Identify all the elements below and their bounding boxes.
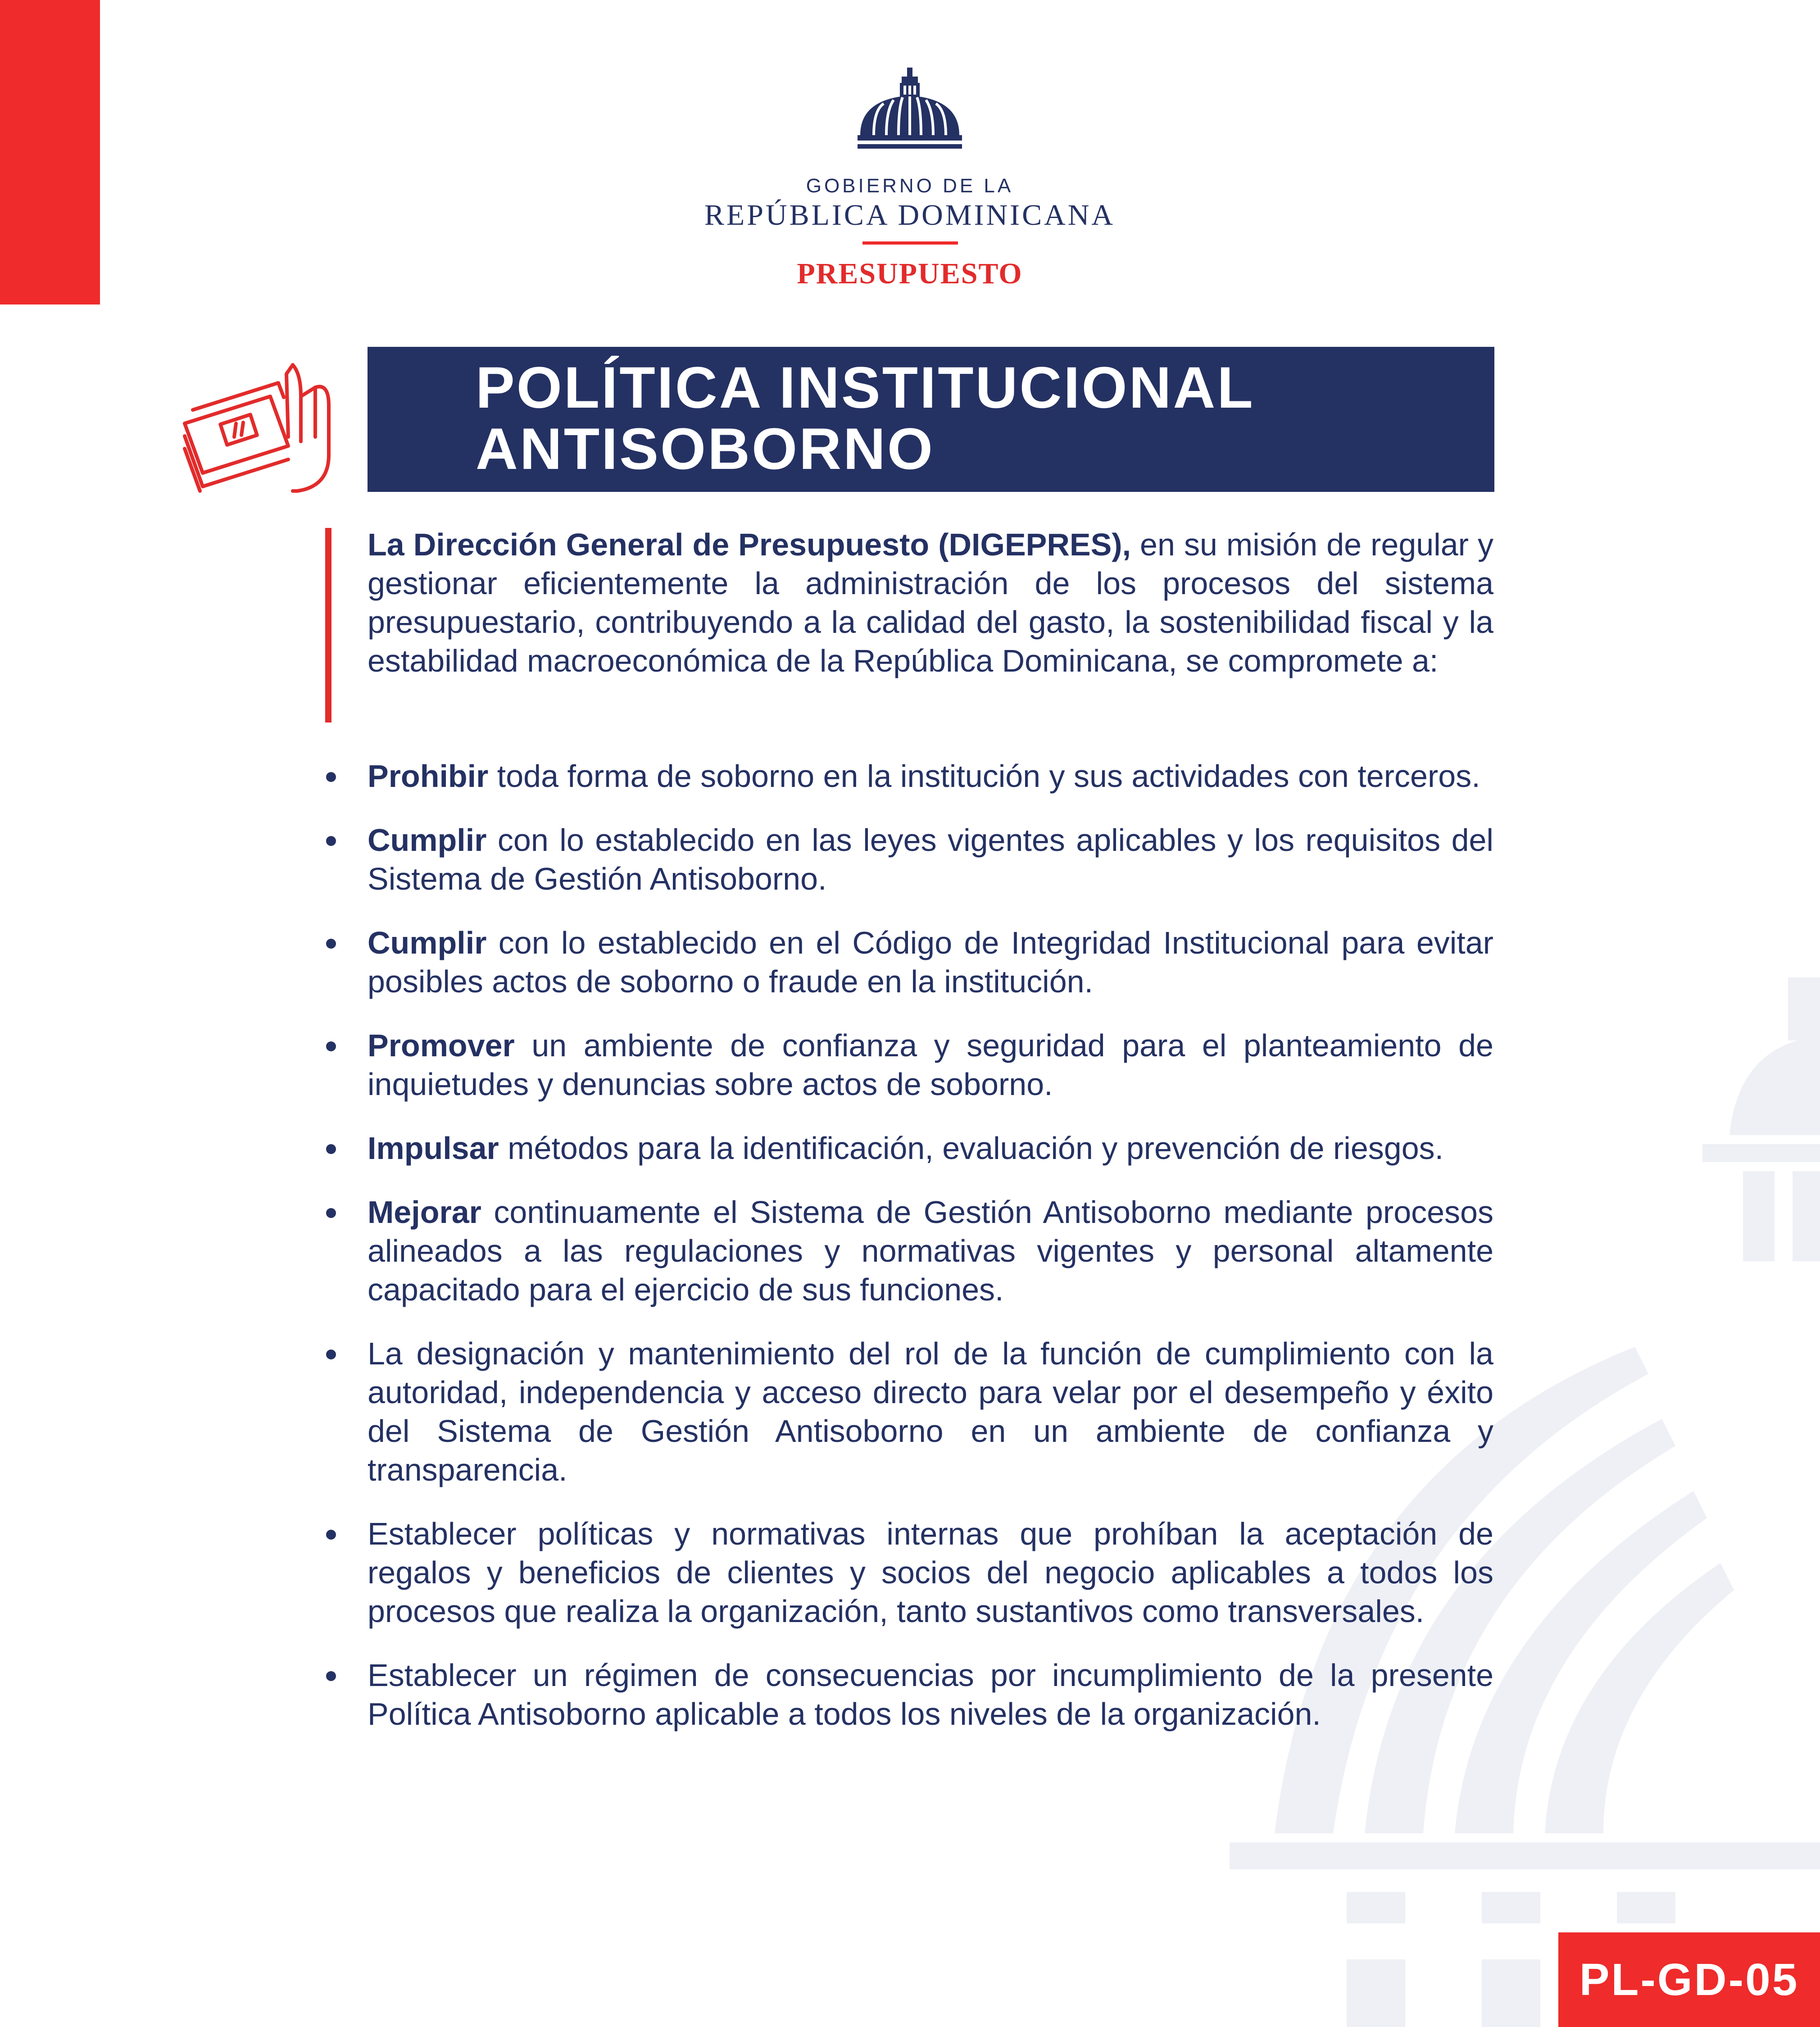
list-item-text: toda forma de soborno en la institución y sus actividades con terceros. — [488, 759, 1480, 794]
list-item-text: Establecer un régimen de consecuencias por incumplimiento de la presente Política Antisoborno aplicable a todos los niveles de la organización. — [368, 1658, 1493, 1732]
logo-line-republica: REPÚBLICA DOMINICANA — [704, 199, 1116, 232]
list-item-verb: Cumplir — [368, 823, 487, 858]
page-title — [476, 354, 1255, 482]
list-item-text: un ambiente de confianza y seguridad para el planteamiento de inquietudes y denuncias sobre actos de soborno. — [368, 1028, 1493, 1102]
logo-divider — [862, 241, 958, 245]
intro-text: en su misión de regular y gestionar eficientemente la administración de los procesos del sistema presupuestario, contribuyendo a la calidad del gasto, la sostenibilidad fiscal y la estabilidad macroeconómica de la República Dominicana, se compromete a: — [368, 527, 1494, 678]
intro-paragraph — [368, 525, 1493, 680]
logo-line-gobierno: GOBIERNO DE LA — [806, 175, 1014, 197]
list-item-text: con lo establecido en las leyes vigentes aplicables y los requisitos del Sistema de Gestión Antisoborno. — [368, 823, 1493, 896]
list-item — [368, 1514, 1493, 1631]
government-logo — [676, 68, 1144, 293]
list-item-text: métodos para la identificación, evaluación y prevención de riesgos. — [499, 1131, 1444, 1166]
list-item-verb: Impulsar — [368, 1131, 499, 1166]
intro-accent-bar — [325, 528, 331, 723]
list-item-text: continuamente el Sistema de Gestión Antisoborno mediante procesos alineados a las regulaciones y normativas vigentes y personal altamente capacitado para el ejercicio de sus funciones. — [368, 1195, 1493, 1307]
list-item-verb: Mejorar — [368, 1195, 481, 1230]
list-item — [368, 821, 1493, 898]
commitments-list — [368, 757, 1493, 1759]
money-bribe-icon — [180, 356, 351, 495]
list-item-verb: Prohibir — [368, 759, 489, 794]
logo-department: PRESUPUESTO — [797, 257, 1023, 290]
list-item — [368, 1129, 1493, 1168]
intro-bold-lead: La Dirección General de Presupuesto (DIGEPRES), — [368, 527, 1131, 562]
list-item — [368, 1026, 1493, 1104]
list-item — [368, 757, 1493, 795]
list-item — [368, 1656, 1493, 1733]
list-item-verb: Cumplir — [368, 925, 487, 960]
list-item — [368, 923, 1493, 1001]
list-item — [368, 1334, 1493, 1489]
list-item — [368, 1193, 1493, 1309]
title-line-2: ANTISOBORNO — [476, 416, 935, 482]
list-item-text: La designación y mantenimiento del rol de la función de cumplimiento con la autoridad, independencia y acceso directo para velar por el desempeño y éxito del Sistema de Gestión Antisoborno en un ambiente de confianza y transparencia. — [368, 1336, 1493, 1487]
title-banner — [368, 347, 1494, 492]
title-line-1: POLÍTICA INSTITUCIONAL — [476, 354, 1255, 420]
document-code-badge — [1558, 1932, 1820, 2027]
list-item-verb: Promover — [368, 1028, 515, 1063]
list-item-text: con lo establecido en el Código de Integridad Institucional para evitar posibles actos de soborno o fraude en la institución. — [368, 925, 1493, 999]
document-code: PL-GD-05 — [1579, 1954, 1799, 2005]
dome-icon — [856, 68, 964, 158]
list-item-text: Establecer políticas y normativas internas que prohíban la aceptación de regalos y beneficios de clientes y socios del negocio aplicables a todos los procesos que realiza la organización, tanto sustantivos como transversales. — [368, 1516, 1493, 1629]
red-corner-strip — [0, 0, 100, 305]
